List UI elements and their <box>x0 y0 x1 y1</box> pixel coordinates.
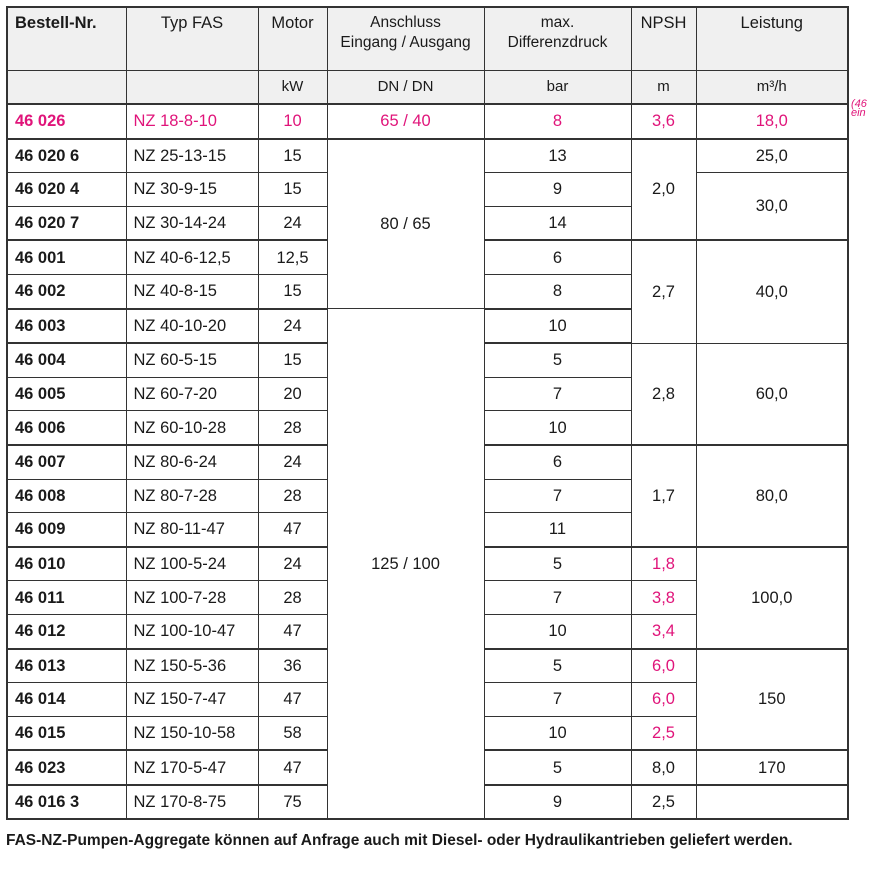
typ-fas: NZ 150-10-58 <box>126 716 258 750</box>
header-anschluss-l2: Eingang / Ausgang <box>340 34 471 51</box>
differenzdruck-value: 14 <box>484 206 631 240</box>
side-note-line1: (46 <box>851 98 867 110</box>
unit-npsh: m <box>631 71 696 105</box>
motor-kw: 24 <box>258 309 327 344</box>
header-npsh: NPSH <box>631 7 696 71</box>
unit-motor: kW <box>258 71 327 105</box>
motor-kw: 47 <box>258 683 327 717</box>
table-row <box>7 139 848 173</box>
bestell-nr: 46 001 <box>7 240 126 274</box>
header-diff-l1: max. <box>540 14 575 31</box>
side-note-line2: ein <box>851 107 866 119</box>
motor-kw: 36 <box>258 649 327 683</box>
differenzdruck-value: 9 <box>484 173 631 207</box>
leistung-value: 100,0 <box>696 547 848 649</box>
motor-kw: 15 <box>258 139 327 173</box>
pump-spec-table <box>6 6 849 820</box>
differenzdruck-value: 7 <box>484 581 631 615</box>
motor-kw: 10 <box>258 104 327 139</box>
typ-fas: NZ 60-7-20 <box>126 377 258 411</box>
motor-kw: 28 <box>258 411 327 445</box>
bestell-nr: 46 005 <box>7 377 126 411</box>
bestell-nr: 46 003 <box>7 309 126 344</box>
header-anschluss-l1: Anschluss <box>370 14 441 31</box>
motor-kw: 75 <box>258 785 327 820</box>
header-anschluss <box>327 7 484 71</box>
bestell-nr: 46 006 <box>7 411 126 445</box>
typ-fas: NZ 60-5-15 <box>126 343 258 377</box>
motor-kw: 15 <box>258 343 327 377</box>
unit-diff: bar <box>484 71 631 105</box>
npsh-value: 8,0 <box>631 750 696 785</box>
motor-kw: 15 <box>258 274 327 308</box>
typ-fas: NZ 80-6-24 <box>126 445 258 479</box>
leistung-value: 30,0 <box>696 173 848 241</box>
typ-fas: NZ 170-8-75 <box>126 785 258 820</box>
header-leistung: Leistung <box>696 7 848 71</box>
leistung-value <box>696 785 848 820</box>
motor-kw: 47 <box>258 513 327 547</box>
bestell-nr: 46 023 <box>7 750 126 785</box>
differenzdruck-value: 10 <box>484 716 631 750</box>
typ-fas: NZ 60-10-28 <box>126 411 258 445</box>
motor-kw: 24 <box>258 445 327 479</box>
leistung-value: 150 <box>696 649 848 751</box>
differenzdruck-value: 7 <box>484 683 631 717</box>
bestell-nr: 46 007 <box>7 445 126 479</box>
anschluss-value: 65 / 40 <box>327 104 484 139</box>
differenzdruck-value: 5 <box>484 649 631 683</box>
typ-fas: NZ 100-7-28 <box>126 581 258 615</box>
npsh-value: 2,5 <box>631 785 696 820</box>
bestell-nr: 46 020 4 <box>7 173 126 207</box>
header-motor: Motor <box>258 7 327 71</box>
npsh-value: 6,0 <box>631 683 696 717</box>
side-note <box>851 100 867 118</box>
header-bestell: Bestell-Nr. <box>7 7 126 71</box>
differenzdruck-value: 5 <box>484 547 631 581</box>
anschluss-value: 80 / 65 <box>327 139 484 309</box>
npsh-value: 6,0 <box>631 649 696 683</box>
motor-kw: 47 <box>258 750 327 785</box>
motor-kw: 28 <box>258 479 327 513</box>
bestell-nr: 46 009 <box>7 513 126 547</box>
typ-fas: NZ 100-5-24 <box>126 547 258 581</box>
differenzdruck-value: 13 <box>484 139 631 173</box>
bestell-nr: 46 014 <box>7 683 126 717</box>
differenzdruck-value: 7 <box>484 479 631 513</box>
typ-fas: NZ 150-7-47 <box>126 683 258 717</box>
differenzdruck-value: 7 <box>484 377 631 411</box>
bestell-nr: 46 020 7 <box>7 206 126 240</box>
leistung-value: 18,0 <box>696 104 848 139</box>
npsh-value: 3,4 <box>631 614 696 648</box>
motor-kw: 24 <box>258 206 327 240</box>
motor-kw: 15 <box>258 173 327 207</box>
typ-fas: NZ 100-10-47 <box>126 614 258 648</box>
npsh-value: 2,7 <box>631 240 696 343</box>
motor-kw: 24 <box>258 547 327 581</box>
bestell-nr: 46 004 <box>7 343 126 377</box>
typ-fas: NZ 25-13-15 <box>126 139 258 173</box>
unit-empty <box>126 71 258 105</box>
bestell-nr: 46 013 <box>7 649 126 683</box>
differenzdruck-value: 9 <box>484 785 631 820</box>
header-differenzdruck <box>484 7 631 71</box>
npsh-value: 2,5 <box>631 716 696 750</box>
bestell-nr: 46 008 <box>7 479 126 513</box>
bestell-nr: 46 011 <box>7 581 126 615</box>
footnote: FAS-NZ-Pumpen-Aggregate können auf Anfrage auch mit Diesel- oder Hydraulikantrieben geliefert werden. <box>6 832 793 849</box>
anschluss-value: 125 / 100 <box>327 309 484 820</box>
motor-kw: 47 <box>258 614 327 648</box>
leistung-value: 40,0 <box>696 240 848 343</box>
typ-fas: NZ 40-6-12,5 <box>126 240 258 274</box>
header-diff-l2: Differenzdruck <box>507 34 608 51</box>
bestell-nr: 46 010 <box>7 547 126 581</box>
bestell-nr: 46 020 6 <box>7 139 126 173</box>
differenzdruck-value: 5 <box>484 343 631 377</box>
npsh-value: 3,6 <box>631 104 696 139</box>
typ-fas: NZ 150-5-36 <box>126 649 258 683</box>
npsh-value: 2,0 <box>631 139 696 241</box>
differenzdruck-value: 8 <box>484 274 631 308</box>
typ-fas: NZ 80-7-28 <box>126 479 258 513</box>
header-typ: Typ FAS <box>126 7 258 71</box>
differenzdruck-value: 6 <box>484 445 631 479</box>
npsh-value: 3,8 <box>631 581 696 615</box>
table-row <box>7 104 848 139</box>
typ-fas: NZ 170-5-47 <box>126 750 258 785</box>
npsh-value: 1,8 <box>631 547 696 581</box>
leistung-value: 60,0 <box>696 343 848 445</box>
motor-kw: 28 <box>258 581 327 615</box>
typ-fas: NZ 40-10-20 <box>126 309 258 344</box>
typ-fas: NZ 30-9-15 <box>126 173 258 207</box>
npsh-value: 1,7 <box>631 445 696 547</box>
unit-anschluss: DN / DN <box>327 71 484 105</box>
leistung-value: 170 <box>696 750 848 785</box>
motor-kw: 58 <box>258 716 327 750</box>
differenzdruck-value: 11 <box>484 513 631 547</box>
npsh-value: 2,8 <box>631 343 696 445</box>
unit-row <box>7 71 848 105</box>
typ-fas: NZ 30-14-24 <box>126 206 258 240</box>
unit-leistung: m³/h <box>696 71 848 105</box>
bestell-nr: 46 026 <box>7 104 126 139</box>
bestell-nr: 46 012 <box>7 614 126 648</box>
differenzdruck-value: 5 <box>484 750 631 785</box>
differenzdruck-value: 6 <box>484 240 631 274</box>
bestell-nr: 46 015 <box>7 716 126 750</box>
differenzdruck-value: 8 <box>484 104 631 139</box>
typ-fas: NZ 18-8-10 <box>126 104 258 139</box>
typ-fas: NZ 40-8-15 <box>126 274 258 308</box>
motor-kw: 12,5 <box>258 240 327 274</box>
motor-kw: 20 <box>258 377 327 411</box>
bestell-nr: 46 016 3 <box>7 785 126 820</box>
bestell-nr: 46 002 <box>7 274 126 308</box>
typ-fas: NZ 80-11-47 <box>126 513 258 547</box>
differenzdruck-value: 10 <box>484 411 631 445</box>
differenzdruck-value: 10 <box>484 614 631 648</box>
leistung-value: 80,0 <box>696 445 848 547</box>
unit-empty <box>7 71 126 105</box>
header-row <box>7 7 848 71</box>
leistung-value: 25,0 <box>696 139 848 173</box>
differenzdruck-value: 10 <box>484 309 631 344</box>
